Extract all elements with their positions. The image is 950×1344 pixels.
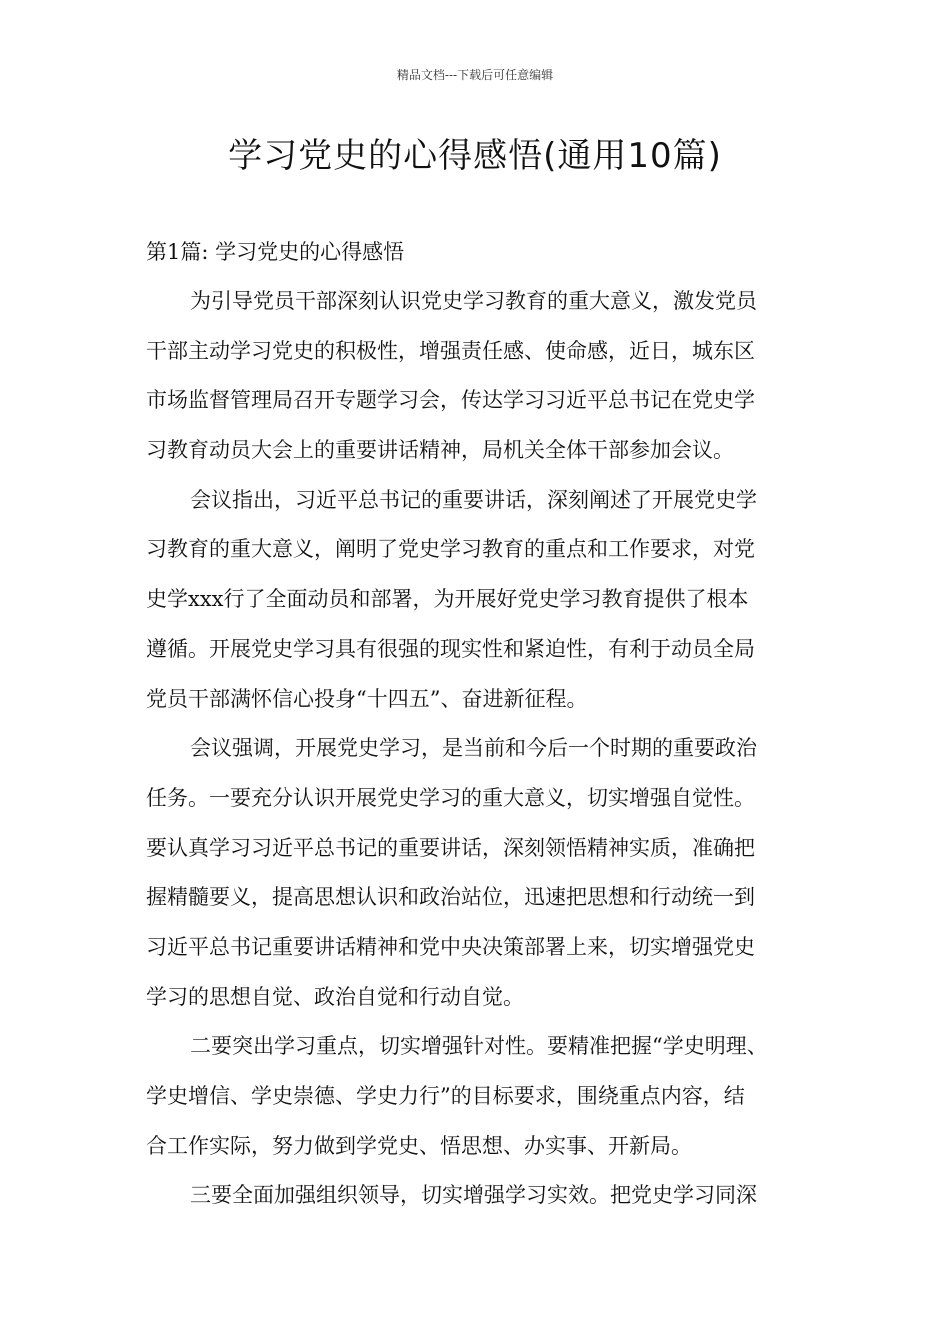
document-header-note: 精品文档---下载后可任意编辑 [396, 68, 554, 82]
section-heading: 第1篇: 学习党史的心得感悟 [146, 240, 405, 264]
document-title: 学习党史的心得感悟(通用10篇) [228, 136, 722, 176]
paragraph-line: 习教育的重大意义，阐明了党史学习教育的重点和工作要求，对党 [146, 537, 755, 562]
paragraph-line: 学史增信、学史崇德、学史力行”的目标要求，围绕重点内容，结 [146, 1084, 745, 1108]
paragraph-line: 为引导党员干部深刻认识党史学习教育的重大意义，激发党员 [190, 289, 757, 313]
paragraph-line: 合工作实际，努力做到学党史、悟思想、办实事、开新局。 [146, 1133, 692, 1158]
paragraph-line: 握精髓要义，提高思想认识和政治站位，迅速把思想和行动统一到 [146, 885, 755, 910]
paragraph-line: 学习的思想自觉、政治自觉和行动自觉。 [146, 984, 524, 1009]
paragraph-line: 会议指出，习近平总书记的重要讲话，深刻阐述了开展党史学 [190, 487, 757, 512]
paragraph-line: 市场监督管理局召开专题学习会，传达学习习近平总书记在党史学 [146, 388, 755, 413]
paragraph-line: 要认真学习习近平总书记的重要讲话，深刻领悟精神实质，准确把 [146, 835, 755, 860]
paragraph-line: 干部主动学习党史的积极性，增强责任感、使命感，近日，城东区 [146, 338, 755, 363]
paragraph-line: 习教育动员大会上的重要讲话精神，局机关全体干部参加会议。 [146, 438, 734, 463]
paragraph-line: 遵循。开展党史学习具有很强的现实性和紧迫性，有利于动员全局 [146, 636, 755, 661]
paragraph-line: 习近平总书记重要讲话精神和党中央决策部署上来，切实增强党史 [146, 934, 755, 959]
paragraph-line: 会议强调，开展党史学习，是当前和今后一个时期的重要政治 [190, 736, 757, 761]
paragraph-line: 党员干部满怀信心投身“十四五”、奋进新征程。 [146, 686, 588, 711]
paragraph-line: 史学xxx行了全面动员和部署，为开展好党史学习教育提供了根本 [146, 587, 749, 612]
paragraph-line: 三要全面加强组织领导，切实增强学习实效。把党史学习同深 [190, 1183, 757, 1208]
paragraph-line: 二要突出学习重点，切实增强针对性。要精准把握“学史明理、 [190, 1034, 768, 1059]
document-body [146, 286, 826, 1230]
paragraph-line: 任务。一要充分认识开展党史学习的重大意义，切实增强自觉性。 [146, 785, 755, 810]
